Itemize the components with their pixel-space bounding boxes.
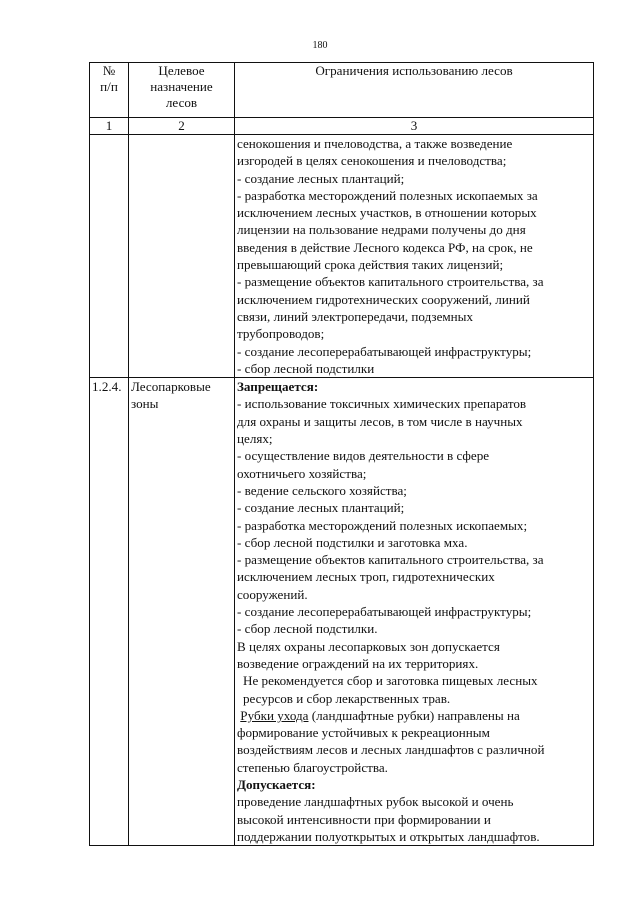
row-number-cell: [90, 135, 129, 378]
text-line: - разработка месторождений полезных ископаемых за: [237, 187, 538, 203]
allowed-heading: Допускается:: [237, 776, 316, 792]
restrictions-table: [89, 62, 594, 846]
page-number: 180: [312, 40, 328, 51]
text-line: - создание лесоперерабатывающей инфраструктуры;: [237, 343, 532, 359]
text-line: - использование токсичных химических препаратов: [237, 396, 527, 412]
text-line: поддержании полуоткрытых и открытых ландшафтов.: [237, 828, 540, 844]
column-number: 1: [90, 118, 129, 135]
prohibited-heading: Запрещается:: [237, 379, 319, 395]
text-line: превышающий срока действия таких лицензий;: [237, 257, 504, 273]
text-line: связи, линий электропередачи, подземных: [237, 308, 474, 324]
cuttings-link[interactable]: Рубки ухода: [240, 707, 309, 723]
table-row: [90, 378, 594, 846]
row1-lines: [237, 135, 591, 377]
text-line: исключением гидротехнических сооружений, линий: [237, 291, 530, 307]
text-line: введения в действие Лесного кодекса РФ, на срок, не: [237, 239, 533, 255]
text-line: В целях охраны лесопарковых зон допускается: [237, 638, 500, 654]
row-restrictions-cell: [235, 378, 594, 846]
text-line: Не рекомендуется сбор и заготовка пищевых лесных: [243, 673, 538, 689]
text-line: сенокошения и пчеловодства, а также возведение: [237, 136, 513, 151]
header-purpose-line: лесов: [165, 95, 198, 110]
table-row: [90, 135, 594, 378]
text-line: - размещение объектов капитального строительства, за: [237, 274, 544, 290]
text-line: сооружений.: [237, 586, 308, 602]
text-line: степенью благоустройства.: [237, 759, 388, 775]
text-line: - создание лесоперерабатывающей инфраструктуры;: [237, 604, 532, 620]
cuttings-first-line: [237, 707, 591, 724]
column-number: 3: [235, 118, 594, 135]
text-line: возведение ограждений на их территориях.: [237, 655, 479, 671]
text-line: лицензии на пользование недрами получены до дня: [237, 222, 526, 238]
cuttings-first-rest: (ландшафтные рубки) направлены на: [308, 707, 520, 723]
text-line: охотничьего хозяйства;: [237, 465, 367, 481]
text-line: проведение ландшафтных рубок высокой и очень: [237, 794, 514, 810]
text-line: - сбор лесной подстилки: [237, 360, 375, 376]
text-line: исключением лесных троп, гидротехнических: [237, 569, 495, 585]
text-line: - сбор лесной подстилки и заготовка мха.: [237, 534, 468, 550]
row-restrictions-cell: [235, 135, 594, 378]
text-line: - создание лесных плантаций;: [237, 500, 405, 516]
header-restrictions: Ограничения использованию лесов: [235, 63, 594, 118]
text-line: - разработка месторождений полезных ископаемых;: [237, 517, 528, 533]
table-header-row: [90, 63, 594, 118]
header-purpose-line: назначение: [150, 79, 213, 94]
row-number-cell: 1.2.4.: [90, 378, 129, 846]
header-purpose: [129, 63, 235, 118]
header-number: [90, 63, 129, 118]
header-number-line: п/п: [100, 79, 118, 94]
purpose-line: Лесопарковые: [131, 379, 211, 395]
row-purpose-cell: [129, 135, 235, 378]
text-line: трубопроводов;: [237, 326, 325, 342]
text-line: - размещение объектов капитального строительства, за: [237, 552, 544, 568]
text-line: - ведение сельского хозяйства;: [237, 482, 407, 498]
cuttings-lines: [237, 724, 591, 776]
text-line: - создание лесных плантаций;: [237, 170, 405, 186]
text-line: - осуществление видов деятельности в сфере: [237, 448, 490, 464]
recommend-lines: [237, 672, 591, 707]
allowed-lines: [237, 793, 591, 845]
text-line: целях;: [237, 431, 273, 447]
column-numbers-row: [90, 118, 594, 135]
purpose-line: зоны: [131, 396, 159, 412]
prohibited-lines: [237, 395, 591, 672]
column-number: 2: [129, 118, 235, 135]
text-line: - сбор лесной подстилки.: [237, 621, 378, 637]
row-purpose-cell: [129, 378, 235, 846]
header-purpose-line: Целевое: [158, 63, 205, 78]
text-line: формирование устойчивых к рекреационным: [237, 725, 490, 741]
text-line: ресурсов и сбор лекарственных трав.: [243, 690, 451, 706]
text-line: высокой интенсивности при формировании и: [237, 811, 491, 827]
header-number-line: №: [102, 63, 116, 78]
text-line: исключением лесных участков, в отношении которых: [237, 205, 537, 221]
text-line: для охраны и защиты лесов, в том числе в научных: [237, 413, 523, 429]
text-line: воздействиям лесов и лесных ландшафтов с различной: [237, 742, 545, 758]
text-line: изгородей в целях сенокошения и пчеловодства;: [237, 153, 507, 169]
